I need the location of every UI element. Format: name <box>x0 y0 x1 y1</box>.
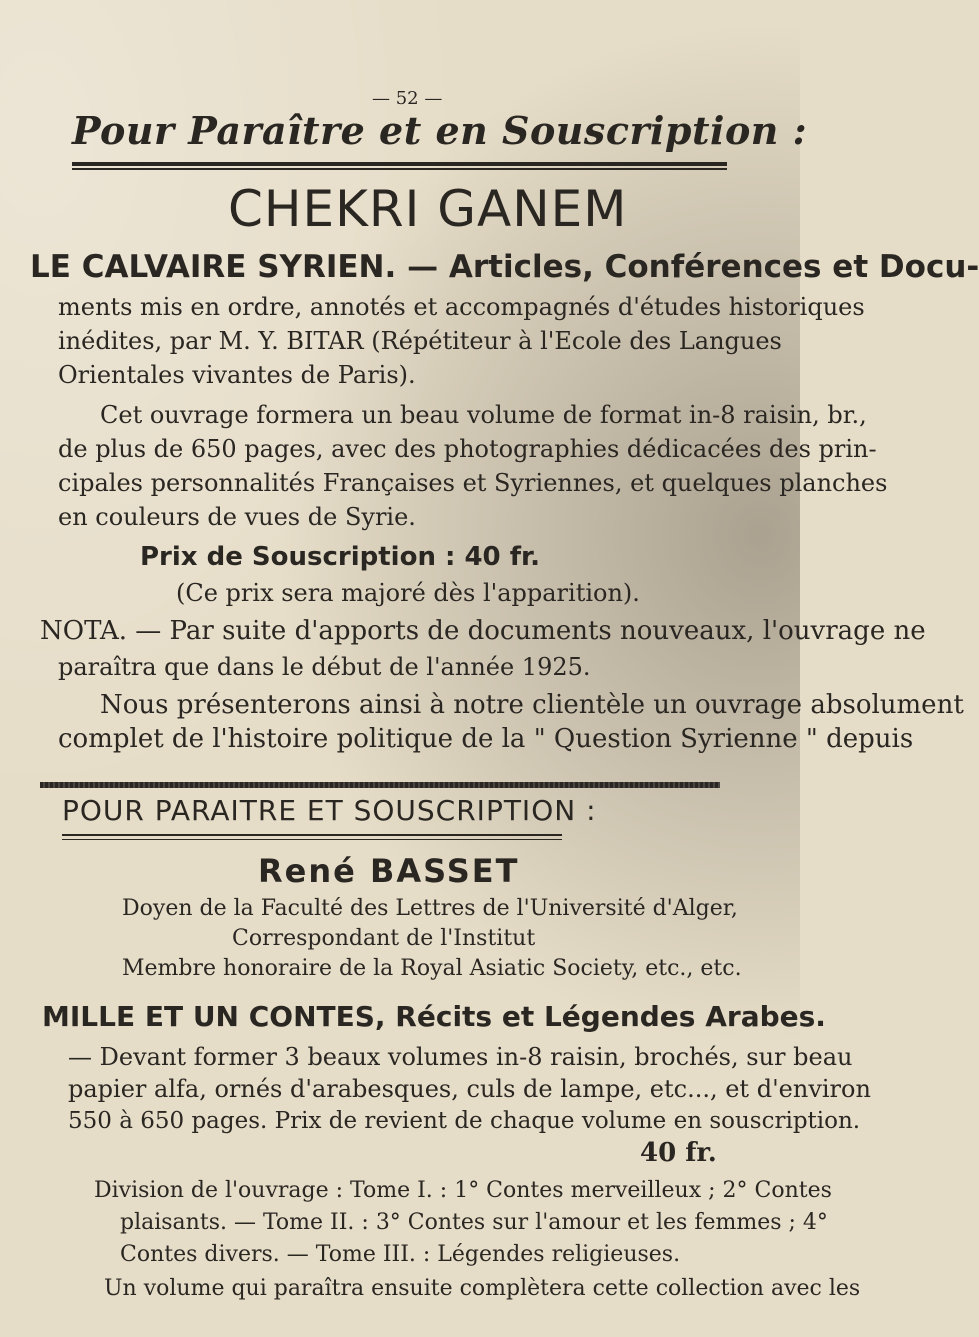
book-title-line: LE CALVAIRE SYRIEN. — Articles, Conférences et Docu- <box>30 249 979 285</box>
division-line: Division de l'ouvrage : Tome I. : 1° Contes merveilleux ; 2° Contes <box>94 1178 832 1203</box>
division-line: Un volume qui paraîtra ensuite complètera cette collection avec les <box>104 1276 861 1301</box>
divider <box>62 834 562 836</box>
text-line: 550 à 650 pages. Prix de revient de chaque volume en souscription. <box>68 1108 861 1134</box>
price-note: (Ce prix sera majoré dès l'apparition). <box>176 579 640 607</box>
text-line: Cet ouvrage formera un beau volume de format in-8 raisin, br., <box>100 401 867 429</box>
text-line: de plus de 650 pages, avec des photographies dédicacées des prin- <box>58 435 877 463</box>
divider <box>72 168 727 170</box>
text-line: — Devant former 3 beaux volumes in-8 raisin, brochés, sur beau <box>68 1043 853 1071</box>
book-title-line: MILLE ET UN CONTES, Récits et Légendes Arabes. <box>42 1000 826 1033</box>
nota-line: paraîtra que dans le début de l'année 1925. <box>58 653 591 681</box>
text-line: Orientales vivantes de Paris). <box>58 361 416 389</box>
divider <box>72 162 727 166</box>
section-heading-1: Pour Paraître et en Souscription : <box>72 108 808 153</box>
text-line: papier alfa, ornés d'arabesques, culs de lampe, etc..., et d'environ <box>68 1075 871 1103</box>
divider <box>62 839 562 840</box>
author-title: Correspondant de l'Institut <box>232 926 536 951</box>
divider <box>40 782 720 788</box>
division-line: plaisants. — Tome II. : 3° Contes sur l'amour et les femmes ; 4° <box>120 1210 828 1235</box>
author-name: René BASSET <box>258 852 520 890</box>
nota-line: complet de l'histoire politique de la " Question Syrienne " depuis <box>58 724 914 754</box>
section-heading-2: POUR PARAITRE ET SOUSCRIPTION : <box>62 794 597 827</box>
author-name: CHEKRI GANEM <box>228 180 628 238</box>
text-line: inédites, par M. Y. BITAR (Répétiteur à l'Ecole des Langues <box>58 327 782 355</box>
nota-line: NOTA. — Par suite d'apports de documents nouveaux, l'ouvrage ne <box>40 616 926 646</box>
nota-line: Nous présenterons ainsi à notre clientèle un ouvrage absolument <box>100 690 964 720</box>
author-title: Membre honoraire de la Royal Asiatic Society, etc., etc. <box>122 956 742 981</box>
text-line: cipales personnalités Françaises et Syriennes, et quelques planches <box>58 469 888 497</box>
text-line: ments mis en ordre, annotés et accompagnés d'études historiques <box>58 293 865 321</box>
text-line: en couleurs de vues de Syrie. <box>58 503 416 531</box>
page-number: — 52 — <box>372 88 443 109</box>
division-line: Contes divers. — Tome III. : Légendes religieuses. <box>120 1242 681 1267</box>
author-title: Doyen de la Faculté des Lettres de l'Université d'Alger, <box>122 896 738 921</box>
price-line: Prix de Souscription : 40 fr. <box>140 542 540 572</box>
price-value: 40 fr. <box>640 1138 717 1168</box>
